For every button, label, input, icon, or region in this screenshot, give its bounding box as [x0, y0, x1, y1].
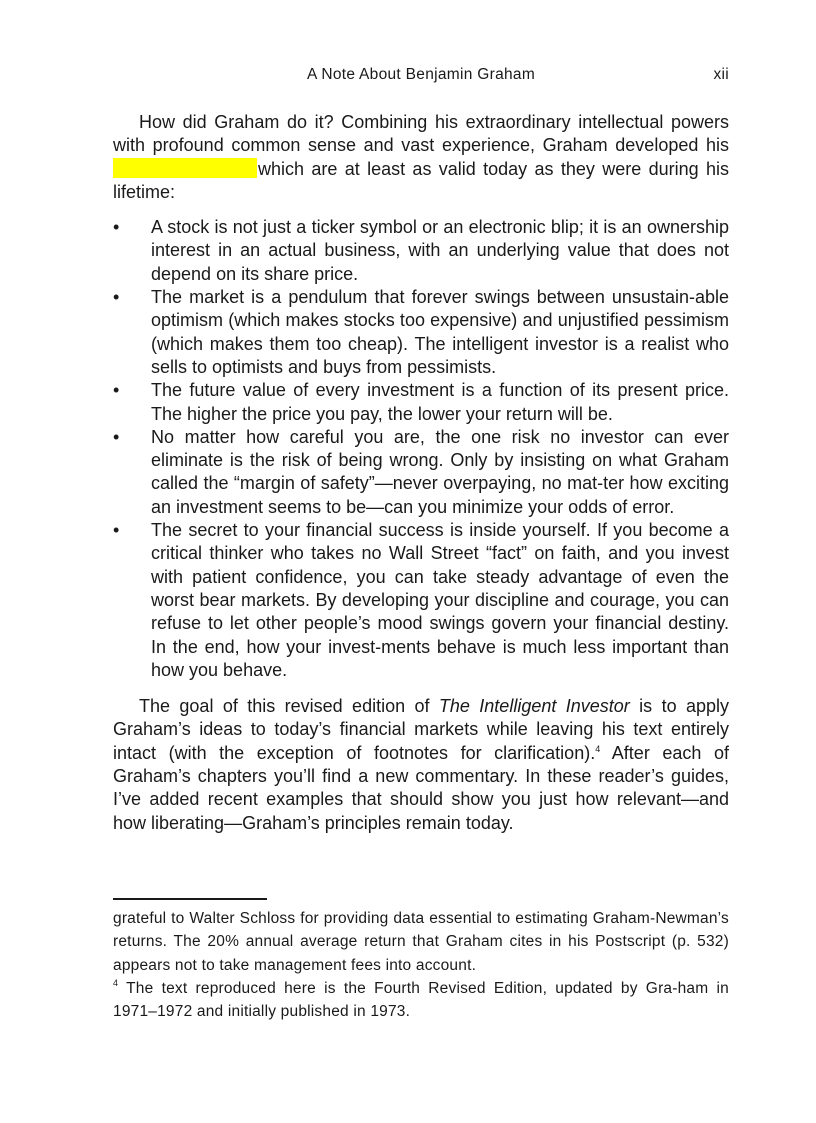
principles-list — [113, 216, 729, 682]
footnotes — [113, 907, 729, 1023]
footnote-continued: grateful to Walter Schloss for providing data essential to estimating Graham-Newman’s returns. The 20% annual average return that Graham cites in his Postscript (p. 532) appears not to take management fees into account. — [113, 910, 729, 974]
footnote-divider — [113, 898, 267, 900]
list-item — [113, 426, 729, 519]
goal-text-end: After each of Graham’s chapters you’ll find a new commentary. In these reader’s guides, I’ve added recent examples that should show you just how relevant—and how liberating—Graham’s principles remain today. — [113, 742, 729, 833]
intro-text-continued: which are at least as valid today as they were during his lifetime: — [113, 158, 729, 202]
list-item — [113, 379, 729, 426]
list-item-text: No matter how careful you are, the one risk no investor can ever eliminate is the risk of being wrong. Only by insisting on what Graham called the “margin of safety”—never overpaying, no mat-ter how exciting an investment seems to be—can you minimize your odds of error. — [151, 426, 729, 517]
footnote-reference: 4 — [595, 743, 601, 754]
footnote-4 — [113, 977, 729, 1024]
running-header — [113, 66, 729, 86]
bullet-icon: • — [113, 520, 120, 541]
footnote-4-text: The text reproduced here is the Fourth Revised Edition, updated by Gra-ham in 1971–1972 and initially published in 1973. — [113, 979, 729, 1021]
list-item-text: The future value of every investment is a function of its present price. The higher the price you pay, the lower your return will be. — [151, 380, 729, 424]
highlight-mark — [113, 158, 257, 178]
paragraph-goal — [113, 695, 729, 835]
page-number: xii — [713, 66, 729, 83]
list-item — [113, 216, 729, 286]
bullet-icon: • — [113, 217, 120, 238]
book-title: The Intelligent Investor — [438, 696, 630, 717]
body-text — [113, 111, 729, 835]
list-item-text: A stock is not just a ticker symbol or an electronic blip; it is an ownership interest in an actual business, with an underlying value that does not depend on its share price. — [151, 217, 729, 284]
goal-text-middle: is to apply Graham’s ideas to today’s financial markets while leaving his text entirely intact (with the exception of footnotes for clarification). — [113, 696, 729, 763]
footnote-marker: 4 — [113, 977, 119, 988]
bullet-icon: • — [113, 426, 120, 447]
bullet-icon: • — [113, 380, 120, 401]
running-head-title: A Note About Benjamin Graham — [306, 66, 536, 83]
list-item-text: The market is a pendulum that forever swings between unsustain-able optimism (which makes stocks too expensive) and unjustified pessimism (which makes them too cheap). The intelligent investor is a realist who sells to optimists and buys from pessimists. — [151, 287, 729, 377]
list-item — [113, 519, 729, 682]
goal-text: The goal of this revised edition of — [139, 696, 439, 717]
intro-text: How did Graham do it? Combining his extraordinary intellectual powers with profound common sense and vast experience, Graham developed his — [113, 112, 729, 156]
list-item — [113, 286, 729, 379]
paragraph-intro — [113, 111, 729, 204]
bullet-icon: • — [113, 287, 120, 308]
list-item-text: The secret to your financial success is inside yourself. If you become a critical thinker who takes no Wall Street “fact” on faith, and you invest with patient confidence, you can take steady advantage of even the worst bear markets. By developing your discipline and courage, you can refuse to let other people’s mood swings govern your financial destiny. In the end, how your invest-ments behave is much less important than how you behave. — [151, 520, 729, 680]
